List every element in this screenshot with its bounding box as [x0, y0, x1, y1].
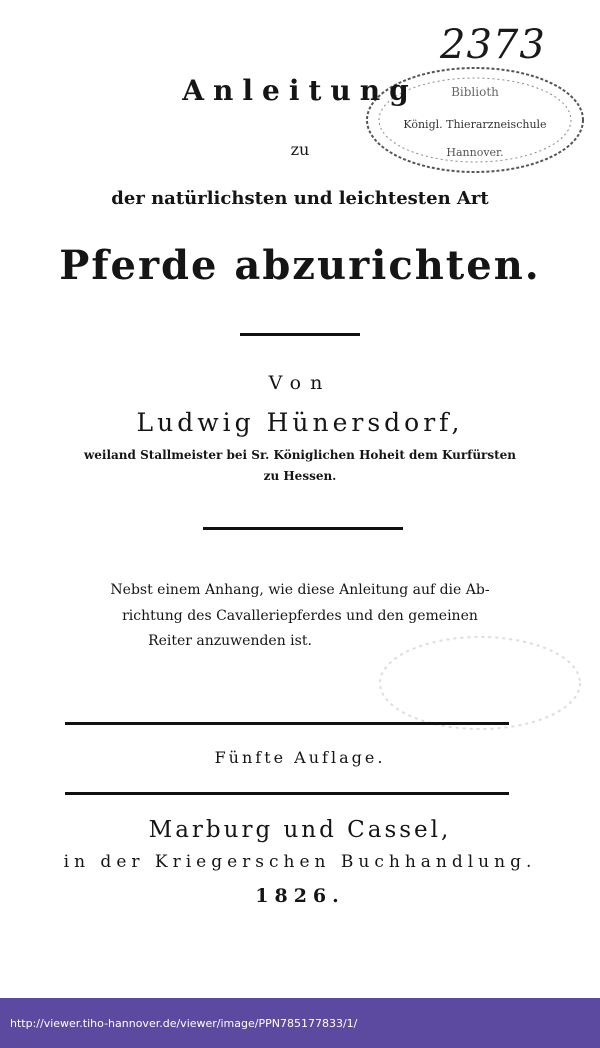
- stamp-line-1: Biblioth: [451, 85, 499, 99]
- author-role-1: weiland Stallmeister bei Sr. Königlichen Hoheit dem Kurfürsten: [83, 448, 517, 462]
- viewer-url[interactable]: http://viewer.tiho-hannover.de/viewer/image/PPN785177833/1/: [10, 1016, 358, 1030]
- imprint-year: 1826.: [255, 885, 345, 907]
- viewer-footer-bar: [0, 998, 600, 1048]
- appendix-line-1: Nebst einem Anhang, wie diese Anleitung auf die Ab-: [110, 582, 490, 598]
- title-line-2: zu: [290, 140, 310, 159]
- stamp-line-3: Hannover.: [446, 146, 504, 159]
- handwritten-shelfmark: 2373: [440, 22, 546, 68]
- imprint-place: Marburg und Cassel,: [148, 817, 452, 843]
- imprint-publisher: in der Kriegerschen Buchhandlung.: [63, 852, 537, 872]
- title-line-3: der natürlichsten und leichtesten Art: [111, 188, 489, 209]
- author-role-2: zu Hessen.: [263, 469, 337, 483]
- divider-3: [65, 722, 509, 725]
- author-by: Von: [268, 372, 332, 394]
- divider-1: [240, 333, 360, 336]
- stamp-line-2: Königl. Thierarzneischule: [403, 118, 547, 131]
- appendix-line-3: Reiter anzuwenden ist.: [148, 633, 312, 649]
- appendix-line-2: richtung des Cavalleriepferdes und den gemeinen: [122, 608, 478, 624]
- divider-4: [65, 792, 509, 795]
- title-line-1: Anleitung: [182, 74, 418, 107]
- title-main: Pferde abzurichten.: [59, 242, 541, 289]
- author-name: Ludwig Hünersdorf,: [136, 408, 464, 437]
- divider-2: [203, 527, 403, 530]
- edition: Fünfte Auflage.: [214, 748, 386, 767]
